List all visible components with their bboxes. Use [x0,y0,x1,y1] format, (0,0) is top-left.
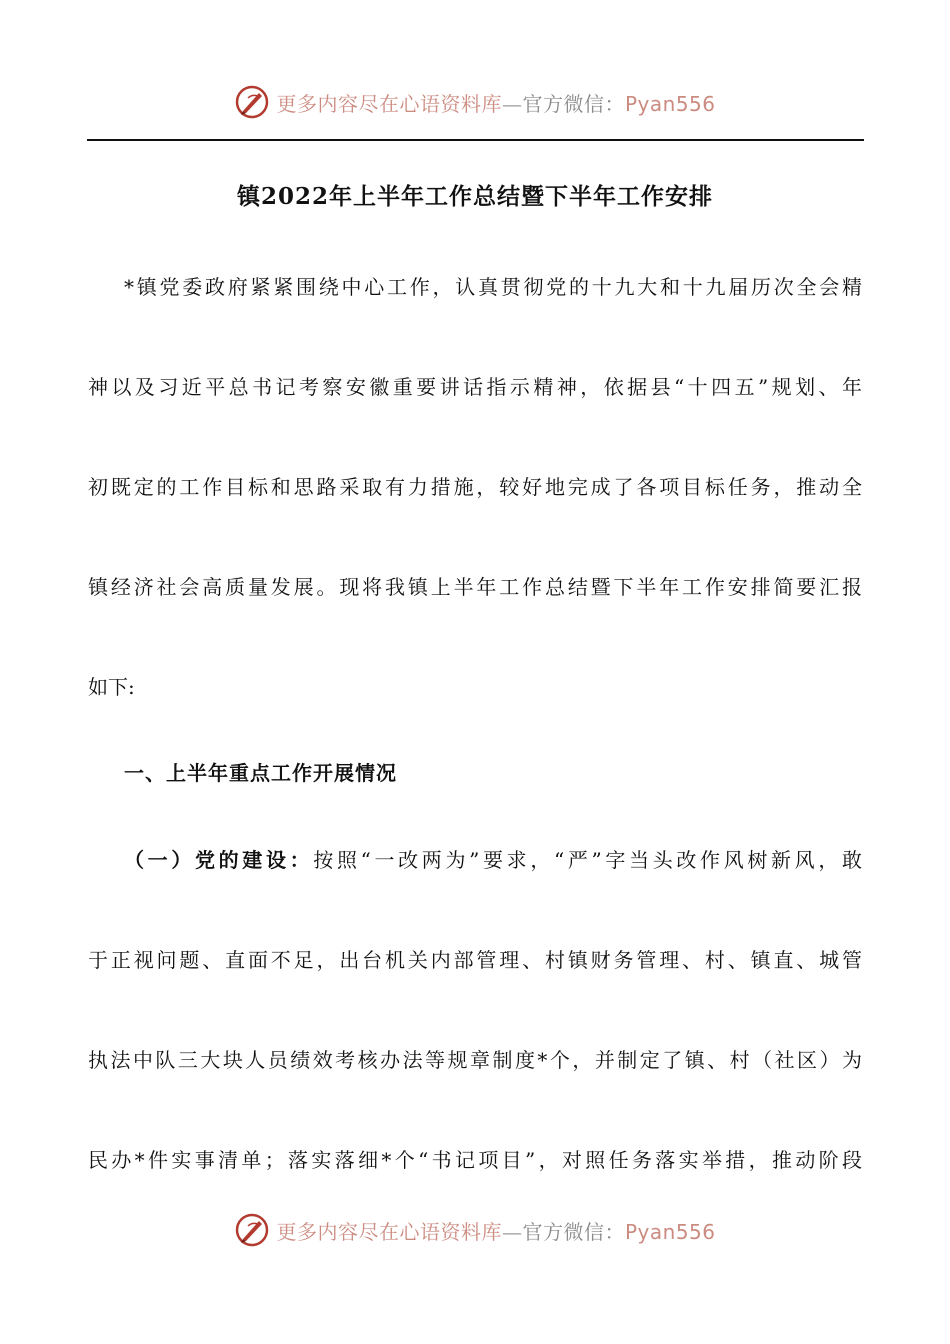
paragraph-line: 初既定的工作目标和思路采取有力措施，较好地完成了各项目标任务，推动全 [88,475,862,499]
watermark-label: 官方微信： [522,1219,625,1244]
watermark-dash: — [501,91,523,116]
watermark-id: Pyan556 [624,91,716,116]
header-rule [87,139,864,141]
pen-logo-icon [234,1212,270,1248]
paragraph-line: 民办*件实事清单；落实落细*个“书记项目”，对照任务落实举措，推动阶段 [88,1148,862,1172]
pen-logo-icon [234,84,270,120]
watermark-id: Pyan556 [624,1219,716,1244]
paragraph-line: 神以及习近平总书记考察安徽重要讲话指示精神，依据县“十四五”规划、年 [88,375,862,399]
subsection-first-line [124,845,862,875]
paragraph-line: 执法中队三大块人员绩效考核办法等规章制度*个，并制定了镇、村（社区）为 [88,1048,862,1072]
subsection-text: 按照“一改两为”要求，“严”字当头改作风树新风，敢 [313,848,862,872]
watermark-dash: — [501,1219,523,1244]
paragraph-line: 镇经济社会高质量发展。现将我镇上半年工作总结暨下半年工作安排简要汇报 [88,575,862,599]
watermark-banner-bottom [0,1208,950,1252]
section-heading: 一、上半年重点工作开展情况 [124,761,397,785]
paragraph-line: 如下: [88,675,135,699]
paragraph-line: 于正视问题、直面不足，出台机关内部管理、村镇财务管理、村、镇直、城管 [88,948,862,972]
watermark-banner-top [0,80,950,124]
watermark-text [276,88,715,117]
watermark-lead: 更多内容尽在心语资料库 [276,1219,502,1244]
paragraph-line: *镇党委政府紧紧围绕中心工作，认真贯彻党的十九大和十九届历次全会精 [124,275,862,299]
watermark-lead: 更多内容尽在心语资料库 [276,91,502,116]
document-title: 镇2022年上半年工作总结暨下半年工作安排 [236,183,713,210]
subsection-heading: （一）党的建设： [124,848,314,872]
watermark-label: 官方微信： [522,91,625,116]
watermark-text [276,1216,715,1245]
